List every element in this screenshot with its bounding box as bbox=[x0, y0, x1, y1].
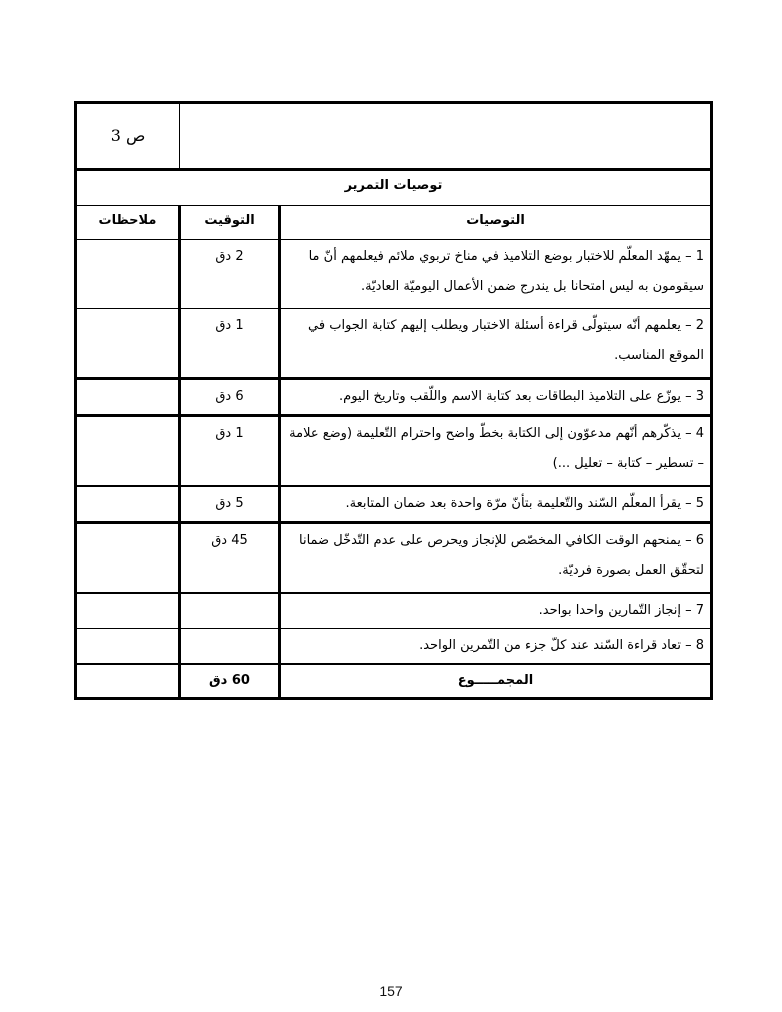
page-reference: ص 3 bbox=[76, 103, 180, 170]
recommendation-text: 5 – يقرأ المعلّم السّند والتّعليمة بتأنّ مرّة واحدة بعد ضمان المتابعة. bbox=[280, 486, 712, 523]
recommendation-text: 3 – يوزّع على التلاميذ البطاقات بعد كتابة الاسم واللّقب وتاريخ اليوم. bbox=[280, 379, 712, 416]
timing-value: 6 دق bbox=[180, 379, 280, 416]
column-header-recommendations: التوصيات bbox=[280, 206, 712, 240]
timing-value: 1 دق bbox=[180, 416, 280, 487]
total-timing: 60 دق bbox=[180, 664, 280, 699]
recommendation-text: 1 – يمهّد المعلّم للاختبار بوضع التلاميذ في مناخ تربوي ملائم فيعلمهم أنّ ما سيقومون به ليس امتحانا بل يندرج ضمن الأعمال اليوميّة العاديّة. bbox=[280, 240, 712, 309]
total-notes bbox=[76, 664, 180, 699]
lesson-recommendations-table bbox=[74, 101, 713, 700]
table-row bbox=[76, 593, 712, 629]
total-row bbox=[76, 664, 712, 699]
column-header-timing: التوقيت bbox=[180, 206, 280, 240]
header-blank-cell bbox=[180, 103, 712, 170]
section-title-row bbox=[76, 170, 712, 206]
recommendation-text: 6 – يمنحهم الوقت الكافي المخصّص للإنجاز ويحرص على عدم التّدخّل ضمانا لتحقّق العمل بصورة فرديّة. bbox=[280, 523, 712, 594]
table-row bbox=[76, 379, 712, 416]
notes-value bbox=[76, 523, 180, 594]
recommendation-text: 7 – إنجاز التّمارين واحدا بواحد. bbox=[280, 593, 712, 629]
timing-value bbox=[180, 593, 280, 629]
timing-value: 45 دق bbox=[180, 523, 280, 594]
table-row bbox=[76, 523, 712, 594]
timing-value bbox=[180, 629, 280, 665]
recommendation-text: 4 – يذكّرهم أنّهم مدعوّون إلى الكتابة بخطّ واضح واحترام التّعليمة (وضع علامة – تسطير – كتابة – تعليل ...) bbox=[280, 416, 712, 487]
notes-value bbox=[76, 240, 180, 309]
page-number: 157 bbox=[379, 983, 403, 999]
table-row bbox=[76, 416, 712, 487]
notes-value bbox=[76, 486, 180, 523]
notes-value bbox=[76, 629, 180, 665]
table-row bbox=[76, 240, 712, 309]
notes-value bbox=[76, 379, 180, 416]
table-row bbox=[76, 629, 712, 665]
column-header-row bbox=[76, 206, 712, 240]
section-title: توصيات التمرير bbox=[76, 170, 712, 206]
timing-value: 2 دق bbox=[180, 240, 280, 309]
notes-value bbox=[76, 416, 180, 487]
column-header-notes: ملاحظات bbox=[76, 206, 180, 240]
recommendation-text: 8 – تعاد قراءة السّند عند كلّ جزء من التّمرين الواحد. bbox=[280, 629, 712, 665]
table-row bbox=[76, 309, 712, 379]
timing-value: 1 دق bbox=[180, 309, 280, 379]
table-row bbox=[76, 486, 712, 523]
total-label: المجمـــــوع bbox=[280, 664, 712, 699]
table-header-row bbox=[76, 103, 712, 170]
notes-value bbox=[76, 593, 180, 629]
timing-value: 5 دق bbox=[180, 486, 280, 523]
recommendation-text: 2 – يعلمهم أنّه سيتولّى قراءة أسئلة الاختبار ويطلب إليهم كتابة الجواب في الموقع المناسب. bbox=[280, 309, 712, 379]
notes-value bbox=[76, 309, 180, 379]
